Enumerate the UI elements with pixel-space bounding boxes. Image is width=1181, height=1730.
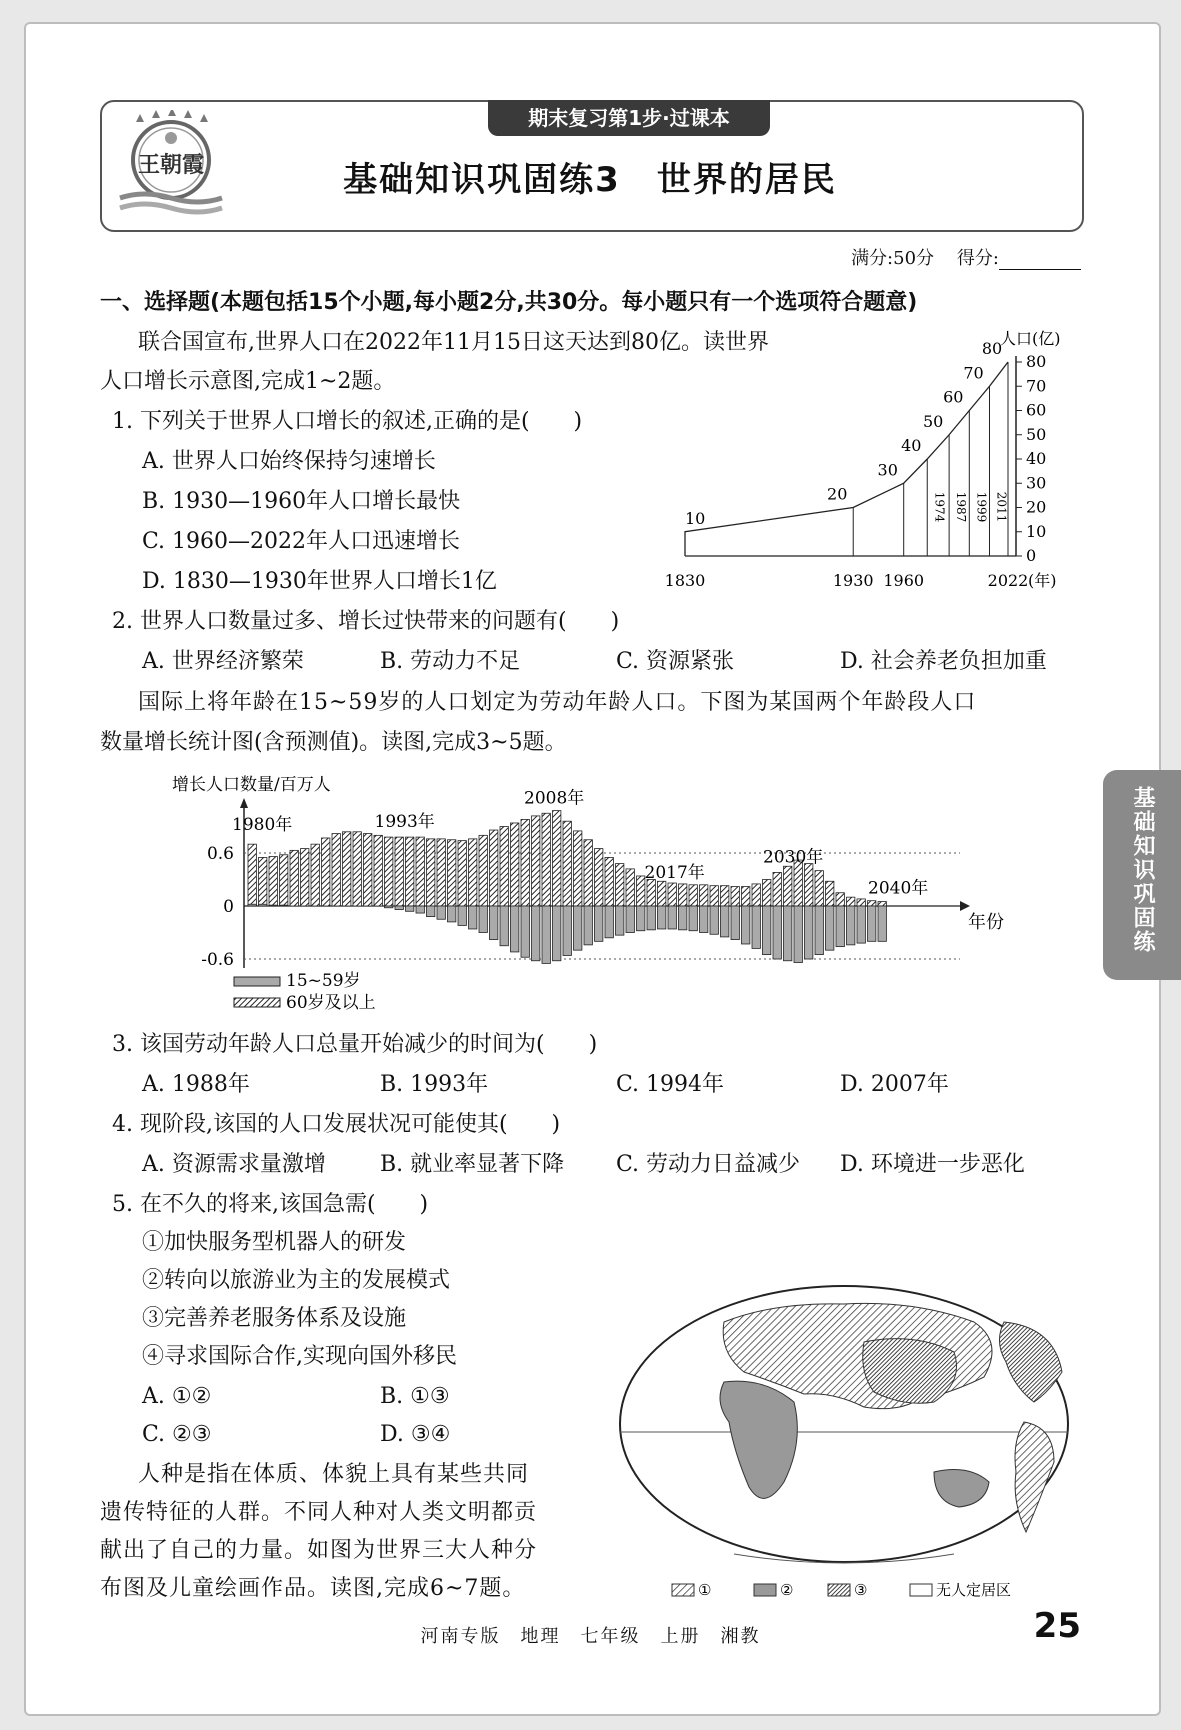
bar-15-59 <box>269 905 277 906</box>
bar-15-59 <box>752 906 760 948</box>
bar-60-plus <box>668 883 676 906</box>
bar-60-plus <box>857 899 865 906</box>
q2-option-b: B. 劳动力不足 <box>380 649 521 674</box>
legend-swatch-60-plus <box>234 998 280 1007</box>
bar-60-plus <box>259 857 267 906</box>
bar-15-59 <box>847 906 855 945</box>
bar-15-59 <box>385 906 393 908</box>
bar-60-plus <box>406 837 414 906</box>
bar-60-plus <box>679 884 687 906</box>
bar-15-59 <box>637 906 645 931</box>
bar-60-plus <box>248 844 256 906</box>
bar-15-59 <box>458 906 466 925</box>
bar-60-plus <box>710 886 718 906</box>
y-axis-title: 增长人口数量/百万人 <box>172 775 331 795</box>
page-title: 基础知识巩固练3 世界的居民 <box>343 160 837 200</box>
bar-60-plus <box>269 857 277 906</box>
x-tick-label: 2022 <box>987 571 1029 590</box>
bar-60-plus <box>605 857 613 906</box>
bar-15-59 <box>553 906 561 961</box>
y-axis-arrow <box>240 798 248 808</box>
bar-60-plus <box>626 869 634 906</box>
bar-15-59 <box>563 906 571 955</box>
bar-60-plus <box>427 839 435 906</box>
y-tick-label: 20 <box>1026 497 1047 517</box>
intro2-line2: 数量增长统计图(含预测值)。读图,完成3~5题。 <box>100 730 567 755</box>
bar-60-plus <box>847 897 855 906</box>
bar-60-plus <box>836 893 844 906</box>
q5-option-d: D. ③④ <box>380 1422 451 1447</box>
q4-option-d: D. 环境进一步恶化 <box>840 1152 1025 1177</box>
bar-60-plus <box>616 864 624 906</box>
bar-15-59 <box>511 906 519 952</box>
q5-item-2: ②转向以旅游业为主的发展模式 <box>142 1268 451 1293</box>
map-east-asia <box>863 1339 957 1404</box>
q2-stem: 2. 世界人口数量过多、增长过快带来的问题有( ) <box>112 609 620 634</box>
bar-60-plus <box>448 840 456 906</box>
bar-60-plus <box>563 821 571 906</box>
x-tick-label: 1930 <box>832 571 874 590</box>
bar-60-plus <box>479 835 487 906</box>
bar-15-59 <box>826 906 834 950</box>
bar-15-59 <box>521 906 529 957</box>
q2-option-c: C. 资源紧张 <box>616 649 735 674</box>
bar-15-59 <box>836 906 844 947</box>
bar-15-59 <box>700 906 708 933</box>
x-axis-arrow <box>960 901 970 911</box>
bar-60-plus <box>553 811 561 906</box>
y-tick-label: 60 <box>1026 400 1047 420</box>
y-tick-label: 50 <box>1026 424 1047 444</box>
bar-15-59 <box>773 906 781 959</box>
y-tick-label: 80 <box>1026 352 1047 371</box>
intro3-line4: 布图及儿童绘画作品。读图,完成6~7题。 <box>100 1576 526 1601</box>
bar-15-59 <box>689 906 697 931</box>
bar-60-plus <box>374 835 382 906</box>
bar-60-plus <box>469 839 477 906</box>
bar-60-plus <box>752 884 760 906</box>
intro3-line1: 人种是指在体质、体貌上具有某些共同 <box>138 1462 530 1487</box>
bar-15-59 <box>626 906 634 933</box>
side-tab <box>1103 770 1181 980</box>
bar-15-59 <box>731 906 739 940</box>
bar-60-plus <box>332 834 340 906</box>
bar-60-plus <box>322 838 330 906</box>
bar-15-59 <box>437 906 445 919</box>
bar-60-plus <box>301 849 309 906</box>
bar-15-59 <box>658 906 666 929</box>
bar-15-59 <box>427 906 435 917</box>
score-line <box>851 244 1081 270</box>
bar-60-plus <box>395 837 403 906</box>
bar-15-59 <box>868 906 876 941</box>
year-annotation: 2008年 <box>524 788 585 809</box>
bar-15-59 <box>805 906 813 959</box>
y-tick-label: 70 <box>1026 376 1047 396</box>
bar-15-59 <box>605 906 613 938</box>
bar-15-59 <box>584 906 592 945</box>
bar-60-plus <box>742 887 750 906</box>
y-tick-label: 0 <box>1026 546 1037 565</box>
intro3-line3: 献出了自己的力量。如图为世界三大人种分 <box>100 1538 538 1563</box>
bar-60-plus <box>805 864 813 906</box>
map-south-america <box>1015 1422 1054 1532</box>
point-label: 20 <box>827 484 848 504</box>
q1-stem: 1. 下列关于世界人口增长的叙述,正确的是( ) <box>112 409 583 434</box>
bar-15-59 <box>616 906 624 935</box>
legend-60-plus: 60岁及以上 <box>286 993 376 1013</box>
q5-option-b: B. ①③ <box>380 1384 450 1409</box>
bar-60-plus <box>364 834 372 906</box>
bar-60-plus <box>868 901 876 906</box>
q4-stem: 4. 现阶段,该国的人口发展状况可能使其( ) <box>112 1112 561 1137</box>
legend-3: ③ <box>854 1581 868 1599</box>
q2-option-a: A. 世界经济繁荣 <box>142 649 304 674</box>
bar-60-plus <box>490 830 498 906</box>
bar-60-plus <box>416 837 424 906</box>
bar-60-plus <box>290 850 298 906</box>
population-chart <box>660 322 1080 592</box>
bar-15-59 <box>815 906 823 955</box>
bar-60-plus <box>458 841 466 906</box>
y-tick-label: 0.6 <box>206 844 234 864</box>
page-number: 25 <box>1033 1606 1081 1646</box>
q5-item-3: ③完善养老服务体系及设施 <box>142 1306 407 1331</box>
bar-15-59 <box>479 906 487 933</box>
legend-4: 无人定居区 <box>936 1581 1012 1599</box>
q3-stem: 3. 该国劳动年龄人口总量开始减少的时间为( ) <box>112 1032 598 1057</box>
bar-15-59 <box>532 906 540 961</box>
x-axis-unit: (年) <box>1028 571 1057 590</box>
footer: 河南专版 地理 七年级 上册 湘教 <box>420 1626 761 1647</box>
q4-option-c: C. 劳动力日益减少 <box>616 1152 801 1177</box>
bar-60-plus <box>542 813 550 906</box>
bar-60-plus <box>311 844 319 906</box>
vertical-year-label: 1974 <box>932 491 947 523</box>
q3-option-c: C. 1994年 <box>616 1072 725 1097</box>
q4-option-a: A. 资源需求量激增 <box>142 1152 326 1177</box>
q3-option-a: A. 1988年 <box>142 1072 250 1097</box>
q5-option-a: A. ①② <box>142 1384 212 1409</box>
bar-15-59 <box>857 906 865 943</box>
bar-60-plus <box>532 816 540 906</box>
bar-60-plus <box>700 885 708 906</box>
bar-15-59 <box>647 906 655 930</box>
y-tick-label: 40 <box>1026 449 1047 468</box>
bar-15-59 <box>490 906 498 940</box>
bar-60-plus <box>763 880 771 907</box>
bar-15-59 <box>448 906 456 922</box>
x-tick-label: 1830 <box>664 571 706 590</box>
bar-60-plus <box>353 832 361 906</box>
map-legend <box>672 1581 1011 1599</box>
q5-option-c: C. ②③ <box>142 1422 212 1447</box>
vertical-year-label: 1987 <box>954 491 969 523</box>
bar-60-plus <box>878 902 886 906</box>
bar-15-59 <box>542 906 550 963</box>
bar-60-plus <box>574 831 582 906</box>
legend-2: ② <box>780 1581 794 1599</box>
bar-60-plus <box>826 881 834 906</box>
q3-option-b: B. 1993年 <box>380 1072 489 1097</box>
bar-15-59 <box>668 906 676 929</box>
section-heading: 一、选择题(本题包括15个小题,每小题2分,共30分。每小题只有一个选项符合题意) <box>100 290 918 315</box>
year-annotation: 1980年 <box>232 815 293 836</box>
bar-60-plus <box>437 839 445 906</box>
legend-15-59: 15~59岁 <box>286 971 361 991</box>
point-label: 70 <box>963 363 984 383</box>
q1-option-a: A. 世界人口始终保持匀速增长 <box>142 449 436 474</box>
vertical-year-label: 2011 <box>994 491 1009 523</box>
bar-60-plus <box>280 855 288 906</box>
bar-60-plus <box>385 837 393 906</box>
bar-15-59 <box>878 906 886 941</box>
q1-option-c: C. 1960—2022年人口迅速增长 <box>142 529 461 554</box>
year-annotation: 2030年 <box>763 847 824 868</box>
bar-15-59 <box>595 906 603 941</box>
bar-15-59 <box>280 905 288 906</box>
bar-15-59 <box>416 906 424 913</box>
bar-60-plus <box>815 871 823 906</box>
y-tick-label: -0.6 <box>201 950 234 970</box>
bar-15-59 <box>406 906 414 911</box>
bar-60-plus <box>773 872 781 906</box>
bar-15-59 <box>248 904 256 906</box>
point-label: 60 <box>943 387 964 407</box>
q5-item-4: ④寻求国际合作,实现向国外移民 <box>142 1344 457 1369</box>
point-label: 80 <box>981 339 1003 358</box>
x-tick-label: 1960 <box>883 571 925 590</box>
year-annotation: 1993年 <box>374 812 435 833</box>
q4-option-b: B. 就业率显著下降 <box>380 1152 565 1177</box>
intro3-line2: 遗传特征的人群。不同人种对人类文明都贡 <box>100 1500 538 1525</box>
bar-60-plus <box>343 832 351 906</box>
race-map <box>614 1282 1074 1600</box>
side-tab-text: 基础知识巩固练 <box>1130 786 1155 954</box>
bar-15-59 <box>469 906 477 929</box>
bar-60-plus <box>689 885 697 906</box>
score-label: 得分: <box>956 248 999 269</box>
legend-swatch-15-59 <box>234 977 280 986</box>
point-label: 10 <box>685 508 706 528</box>
bar-15-59 <box>679 906 687 930</box>
vertical-year-label: 1999 <box>974 491 989 523</box>
point-label: 50 <box>922 411 944 431</box>
legend-1: ① <box>698 1581 712 1599</box>
bar-60-plus <box>784 866 792 906</box>
y-tick-label: 0 <box>223 897 234 917</box>
bar-15-59 <box>395 906 403 910</box>
header-tab: 期末复习第1步·过课本 <box>488 100 770 136</box>
age-group-chart <box>160 768 1030 1018</box>
bar-60-plus <box>500 827 508 907</box>
bar-15-59 <box>259 904 267 906</box>
full-score: 满分:50分 <box>851 248 935 269</box>
x-axis-title: 年份 <box>968 912 1004 933</box>
intro1-line2: 人口增长示意图,完成1~2题。 <box>100 369 396 394</box>
q2-option-d: D. 社会养老负担加重 <box>840 649 1047 674</box>
q1-option-d: D. 1830—1930年世界人口增长1亿 <box>142 569 497 594</box>
bar-60-plus <box>721 886 729 906</box>
logo <box>116 110 226 218</box>
logo-text: 王朝霞 <box>137 152 205 178</box>
bar-60-plus <box>584 840 592 906</box>
bar-15-59 <box>574 906 582 950</box>
q5-item-1: ①加快服务型机器人的研发 <box>142 1230 407 1255</box>
bar-15-59 <box>500 906 508 946</box>
y-tick-label: 30 <box>1026 473 1047 493</box>
bar-60-plus <box>521 819 529 906</box>
bar-60-plus <box>658 881 666 906</box>
year-annotation: 2017年 <box>644 862 705 883</box>
q3-option-d: D. 2007年 <box>840 1072 949 1097</box>
bar-60-plus <box>511 823 519 906</box>
q5-stem: 5. 在不久的将来,该国急需( ) <box>112 1192 429 1217</box>
bar-15-59 <box>794 906 802 963</box>
bar-60-plus <box>647 880 655 907</box>
point-label: 30 <box>877 460 898 480</box>
q1-option-b: B. 1930—1960年人口增长最快 <box>142 489 461 514</box>
bar-15-59 <box>721 906 729 937</box>
year-annotation: 2040年 <box>868 878 929 899</box>
bar-60-plus <box>731 887 739 906</box>
intro1-line1: 联合国宣布,世界人口在2022年11月15日这天达到80亿。读世界 <box>138 330 769 355</box>
score-blank <box>999 251 1081 270</box>
bar-15-59 <box>710 906 718 934</box>
bar-15-59 <box>784 906 792 961</box>
y-tick-label: 10 <box>1026 521 1047 541</box>
bar-15-59 <box>742 906 750 944</box>
bar-15-59 <box>763 906 771 955</box>
y-axis-title: 人口(亿) <box>1000 329 1061 348</box>
intro2-line1: 国际上将年龄在15~59岁的人口划定为劳动年龄人口。下图为某国两个年龄段人口 <box>138 690 977 715</box>
point-label: 40 <box>901 436 922 455</box>
bar-60-plus <box>595 849 603 906</box>
